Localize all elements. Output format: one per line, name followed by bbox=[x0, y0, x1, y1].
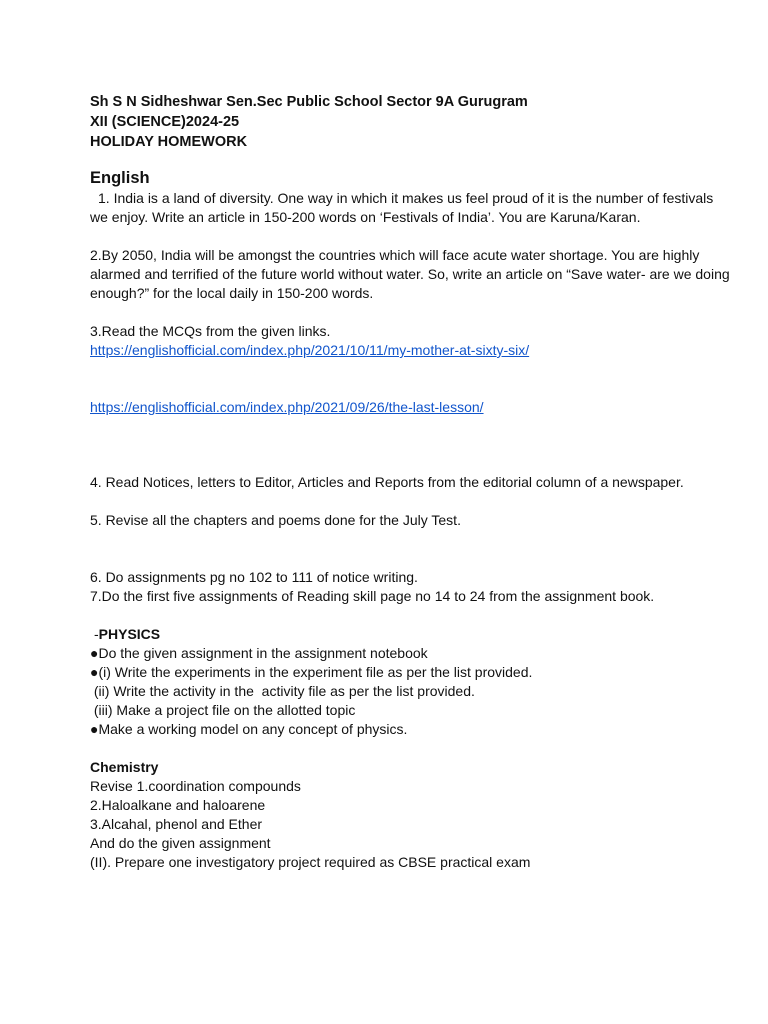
english-question-1: 1. India is a land of diversity. One way in which it makes us feel proud of it is the number of festivals we enjoy. Write an article in 150-200 words on ‘Festivals of India’. You are Karuna/Karan. bbox=[90, 190, 714, 225]
physics-heading-line bbox=[90, 625, 730, 644]
mcq-link-the-last-lesson[interactable]: https://englishofficial.com/index.php/2021/09/26/the-last-lesson/ bbox=[90, 399, 484, 415]
english-question-4: 4. Read Notices, letters to Editor, Articles and Reports from the editorial column of a newspaper. bbox=[90, 474, 684, 490]
document-page bbox=[90, 92, 730, 872]
homework-title: HOLIDAY HOMEWORK bbox=[90, 134, 248, 150]
english-question-2: 2.By 2050, India will be amongst the countries which will face acute water shortage. You are highly alarmed and terrified of the future world without water. So, write an article on “Save water- are we doing enough?” for the local daily in 150-200 words. bbox=[90, 247, 730, 301]
chemistry-item: 3.Alcahal, phenol and Ether bbox=[90, 816, 263, 832]
physics-item: (iii) Make a project file on the allotted topic bbox=[90, 702, 356, 718]
chemistry-item: 2.Haloalkane and haloarene bbox=[90, 797, 266, 813]
chemistry-item: (II). Prepare one investigatory project required as CBSE practical exam bbox=[90, 854, 531, 870]
physics-item: (ii) Write the activity in the activity file as per the list provided. bbox=[90, 683, 475, 699]
physics-heading-prefix: - bbox=[94, 626, 99, 642]
chemistry-item: Revise 1.coordination compounds bbox=[90, 778, 301, 794]
school-name: Sh S N Sidheshwar Sen.Sec Public School Sector 9A Gurugram bbox=[90, 94, 528, 110]
english-question-3: 3.Read the MCQs from the given links. bbox=[90, 323, 331, 339]
english-heading: English bbox=[90, 169, 150, 187]
physics-item: ●Do the given assignment in the assignment notebook bbox=[90, 645, 428, 661]
physics-item: ●Make a working model on any concept of physics. bbox=[90, 721, 408, 737]
english-question-7: 7.Do the first five assignments of Reading skill page no 14 to 24 from the assignment book. bbox=[90, 588, 655, 604]
physics-heading: PHYSICS bbox=[98, 626, 161, 642]
chemistry-item: And do the given assignment bbox=[90, 835, 271, 851]
physics-item: ●(i) Write the experiments in the experiment file as per the list provided. bbox=[90, 664, 533, 680]
chemistry-heading: Chemistry bbox=[90, 759, 159, 775]
english-question-5: 5. Revise all the chapters and poems done for the July Test. bbox=[90, 512, 461, 528]
english-question-6: 6. Do assignments pg no 102 to 111 of notice writing. bbox=[90, 569, 418, 585]
mcq-link-my-mother-at-sixty-six[interactable]: https://englishofficial.com/index.php/2021/10/11/my-mother-at-sixty-six/ bbox=[90, 342, 530, 358]
class-year: XII (SCIENCE)2024-25 bbox=[90, 114, 240, 130]
